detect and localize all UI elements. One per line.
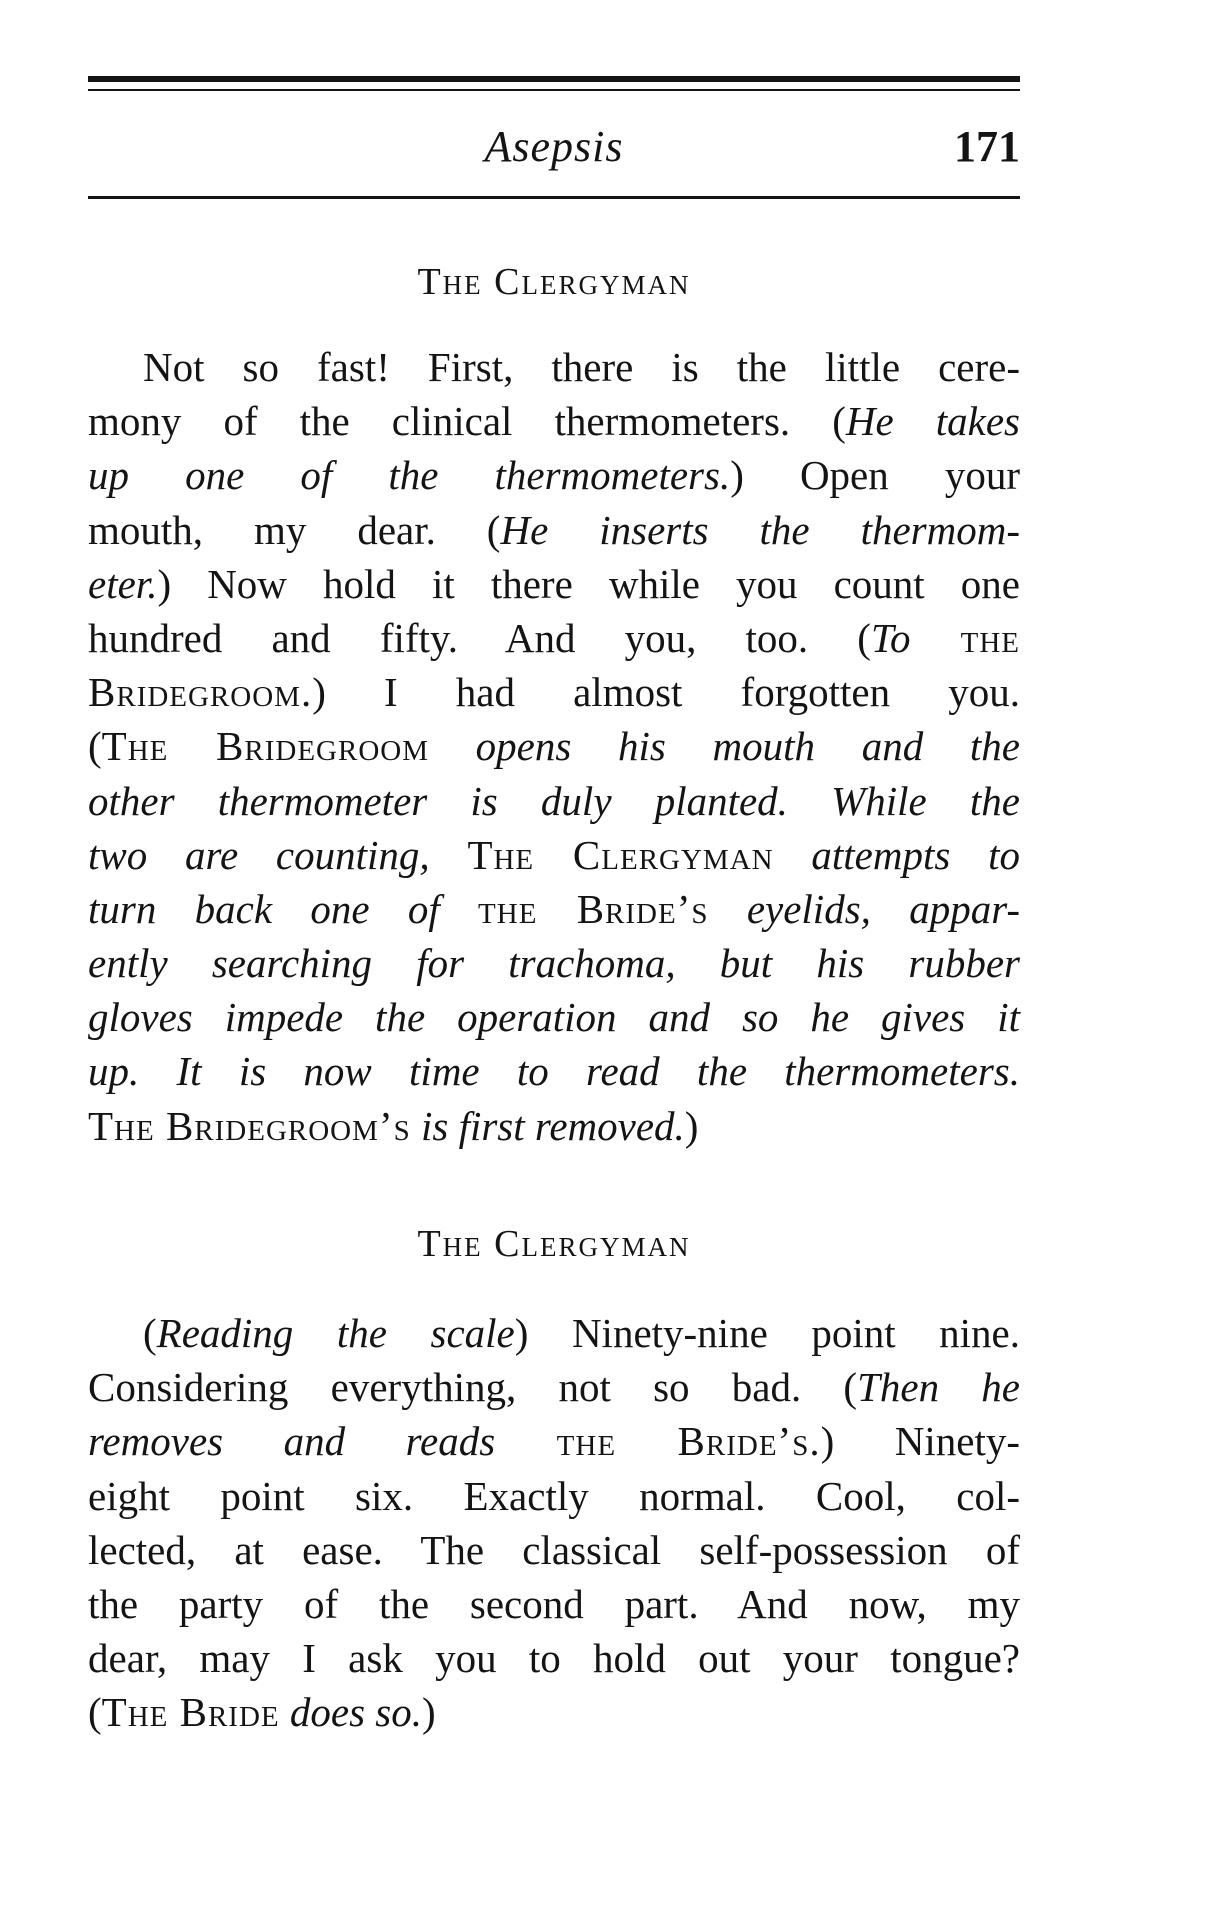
text-segment: up one of the thermometers.	[88, 452, 731, 499]
text-segment: eter.	[88, 560, 158, 607]
text-segment: (	[88, 723, 102, 770]
text-segment: (	[143, 1310, 157, 1356]
text-line	[88, 828, 1020, 882]
text-line	[88, 1360, 1020, 1414]
text-segment: other thermometer is duly planted. While the	[88, 777, 1020, 824]
text-line	[88, 1523, 1020, 1577]
text-segment: attempts to	[773, 831, 1020, 878]
text-segment: To	[870, 614, 911, 661]
text-line	[88, 448, 1020, 502]
text-segment: does so.	[279, 1689, 422, 1736]
text-segment: dear, may I ask you to hold out your tongue?	[88, 1635, 1020, 1682]
text-segment: Considering everything, not so bad. (	[88, 1364, 858, 1411]
text-segment: the party of the second part. And now, my	[88, 1580, 1020, 1627]
text-segment: ently searching for trachoma, but his rubber	[88, 940, 1020, 987]
text-segment: (	[88, 1689, 102, 1736]
running-title: Asepsis	[484, 122, 624, 171]
text-line	[88, 1306, 1020, 1360]
text-segment: ) I had almost forgotten you.	[312, 669, 1020, 716]
text-line	[88, 665, 1020, 719]
text-segment: The Bride	[101, 1689, 280, 1736]
dialogue-paragraph-1	[88, 340, 1020, 1153]
text-segment: two are counting,	[88, 831, 468, 878]
text-line	[88, 774, 1020, 828]
text-segment: opens his mouth and the	[429, 723, 1020, 770]
text-line	[88, 936, 1020, 990]
text-segment: the Bride	[495, 1418, 778, 1465]
top-rule-thin	[88, 89, 1020, 91]
text-line	[88, 503, 1020, 557]
text-line	[88, 1044, 1020, 1098]
top-rule-thick	[88, 76, 1020, 82]
text-line	[88, 1414, 1020, 1468]
text-segment: Then he	[857, 1364, 1020, 1411]
text-segment: lected, at ease. The classical self-possession of	[88, 1526, 1020, 1573]
text-segment: mony of the clinical thermometers. (	[88, 398, 846, 445]
text-segment: ) Now hold it there while you count one	[157, 560, 1020, 607]
page-number: 171	[954, 122, 1020, 171]
text-line	[88, 719, 1020, 773]
text-segment: ’s	[676, 885, 709, 932]
book-page	[88, 0, 1020, 1912]
text-segment: )	[421, 1689, 436, 1736]
text-segment: ) Ninety-	[820, 1418, 1020, 1465]
text-segment: up. It is now time to read the thermometers.	[88, 1048, 1020, 1095]
text-line	[88, 557, 1020, 611]
text-segment: The Bridegroom	[88, 1102, 379, 1149]
dialogue-paragraph-2	[88, 1306, 1020, 1740]
text-segment: Bridegroom.	[88, 669, 313, 716]
text-segment: turn back one of	[88, 885, 479, 932]
text-line	[88, 394, 1020, 448]
text-line	[88, 340, 1020, 394]
text-segment: The Bridegroom	[101, 723, 429, 770]
text-line	[88, 1099, 1020, 1153]
text-segment: He inserts the thermom-	[500, 506, 1020, 553]
text-segment: the Bride	[478, 885, 677, 932]
text-segment: Reading the scale	[156, 1310, 515, 1356]
text-segment: ) Ninety-nine point nine.	[514, 1310, 1020, 1356]
text-segment: ) Open your	[730, 452, 1020, 499]
text-line	[88, 1469, 1020, 1523]
text-segment: mouth, my dear. (	[88, 506, 501, 553]
text-segment: The Clergyman	[467, 831, 774, 878]
speaker-heading-1: The Clergyman	[417, 261, 691, 303]
text-segment: hundred and fifty. And you, too. (	[88, 614, 871, 661]
text-segment: ’s	[378, 1102, 411, 1149]
text-segment: He takes	[845, 398, 1020, 445]
text-segment: ’s.	[777, 1418, 821, 1465]
text-line	[88, 882, 1020, 936]
running-head	[88, 122, 1020, 172]
text-segment: Not so fast! First, there is the little cere-	[143, 344, 1020, 390]
text-segment: eyelids, appar-	[708, 885, 1020, 932]
text-segment: is first removed.	[410, 1102, 685, 1149]
speaker-heading-2: The Clergyman	[417, 1223, 691, 1265]
header-rule	[88, 196, 1020, 199]
text-segment: the	[910, 614, 1020, 661]
text-line	[88, 1631, 1020, 1685]
text-line	[88, 1685, 1020, 1739]
text-segment: )	[684, 1102, 699, 1149]
text-line	[88, 611, 1020, 665]
text-line	[88, 990, 1020, 1044]
text-segment: eight point six. Exactly normal. Cool, col-	[88, 1472, 1020, 1519]
text-segment: removes and reads	[88, 1418, 496, 1465]
text-line	[88, 1577, 1020, 1631]
text-segment: gloves impede the operation and so he gives it	[88, 994, 1020, 1041]
